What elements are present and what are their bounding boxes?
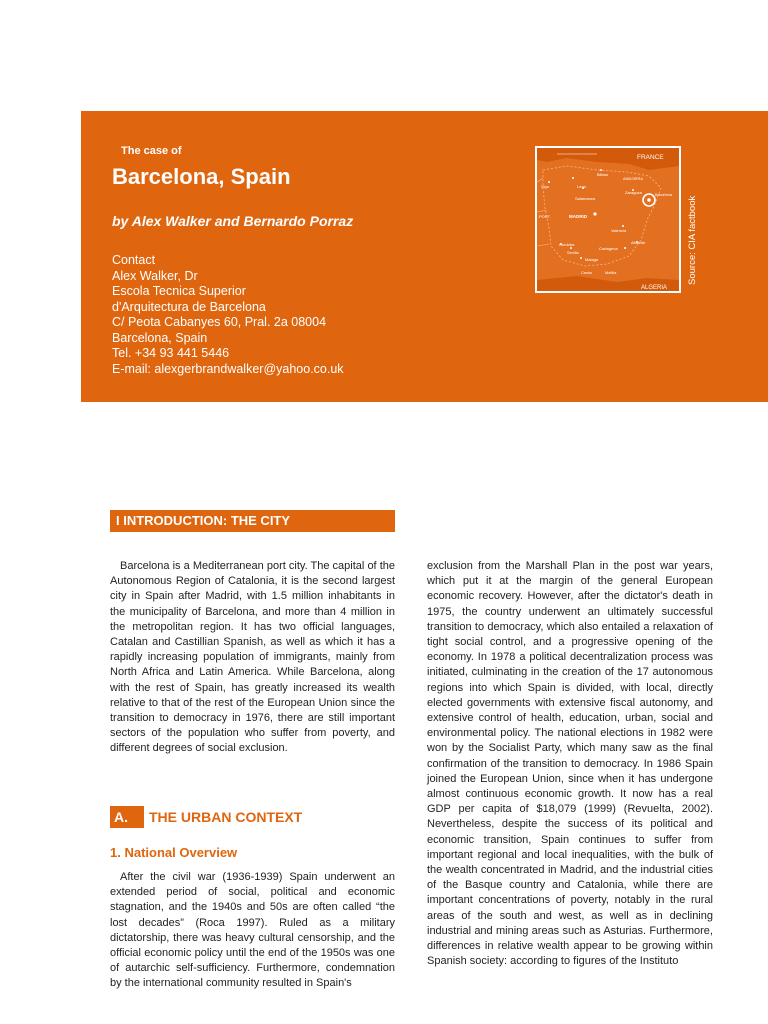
contact-block [112, 253, 344, 377]
contact-city: Barcelona, Spain [112, 330, 208, 345]
map-label-alicante: Alicante [631, 240, 646, 245]
map-label-valencia: Valencia [611, 228, 627, 233]
map-label-cordoba: Cordoba [559, 242, 575, 247]
map-label-sevilla: Sevilla [567, 250, 579, 255]
map-label-ceuta: Ceuta [581, 270, 592, 275]
right-column-paragraph: exclusion from the Marshall Plan in the post war years, which put it at the margin of the general European economic recovery. However, after the dictator's death in 1975, the country underwent an ultimately successful transition to democracy, which also entailed a relaxation of tight social control, and a progressive opening of the economy. In 1978 a political decentralization process was initiated, culminating in the creation of the 17 autonomous regions into which Spain is divided, with local, directly elected governments with extensive fiscal autonomy, and extensive control of health, education, urban, social and environmental policy. The national elections in 1982 were won by the Socialist Party, which many saw as the final confirmation of the transition to democracy. In 1986 Spain joined the European Union, since when it has undergone almost continuous economic growth. It now has a real GDP per capita of $18,079 (1999) (Revuelta, 2002). Nevertheless, despite the success of its political and economic transition, Spain continues to suffer from important regional and local inequalities, with the bulk of the wealth concentrated in Madrid, and the industrial cities of the Basque country and Catalonia, while there are important concentrations of poverty, notably in the rural areas of the south and west, as well as in declining industrial and mining areas such as Asturias. Furthermore, differences in relative wealth appear to be growing within Spanish society: according to figures of the Instituto [427, 560, 713, 968]
contact-institution: Escola Tecnica Superior [112, 284, 246, 298]
contact-name: Alex Walker, Dr [112, 268, 198, 283]
map-label-barcelona: Barcelona [655, 193, 673, 197]
map-label-vigo: Vigo [541, 184, 549, 189]
map-source-credit: Source: CIA factbook [687, 195, 698, 285]
spain-map [535, 146, 681, 293]
section-heading-introduction: I INTRODUCTION: THE CITY [110, 510, 395, 532]
map-label-port: PORT. [539, 214, 551, 219]
map-label-algeria: ALGERIA [641, 285, 668, 291]
spain-map-graphic [537, 148, 679, 291]
title-banner [81, 111, 768, 402]
contact-heading: Contact [112, 253, 156, 267]
national-overview-paragraph: After the civil war (1936-1939) Spain underwent an extended period of social, political and economic stagnation, and the 1940s and 50s are often called “the lost decades” (Roca 1997). Ruled as a military dictatorship, there was heavy cultural censorship, and the official economic policy until the end of the 1950s was one of autarchic self-sufficiency. Furthermore, condemnation by the international community resulted in Spain's [110, 871, 395, 990]
subsection-national-overview: 1. National Overview [110, 845, 238, 860]
intro-paragraph: Barcelona is a Mediterranean port city. The capital of the Autonomous Region of Catalonia, it is the second largest city in Spain after Madrid, with 1.5 million inhabitants in the municipality of Barcelona, and more than 4 million in the metropolitan region. It has two official languages, Catalan and Castillian Spanish, as well as which it has a rapidly increasing population of immigrants, mainly from North Africa and Latin America. While Barcelona, along with the rest of Spain, has greatly increased its wealth relative to that of the rest of the European Union since the transition to democracy in 1976, there are still important sectors of the population who suffer from poverty, and different degrees of social exclusion. [110, 560, 395, 755]
map-label-france: FRANCE [637, 154, 664, 161]
contact-institution-2: d'Arquitectura de Barcelona [112, 299, 266, 314]
map-label-zaragoza: Zaragoza [625, 190, 642, 195]
subsection-letter: A. [110, 806, 144, 828]
map-label-leon: Leon [577, 184, 586, 189]
map-label-madrid: MADRID [569, 214, 587, 219]
subsection-urban-context [110, 806, 302, 828]
case-kicker: The case of [121, 145, 182, 157]
map-label-salamanca: Salamanca [575, 196, 596, 201]
authors-line: by Alex Walker and Bernardo Porraz [112, 213, 354, 229]
map-label-melilla: Melilla [605, 270, 617, 275]
contact-phone: Tel. +34 93 441 5446 [112, 346, 230, 360]
map-label-cartagena: Cartagena [599, 246, 618, 251]
contact-email[interactable]: E-mail: alexgerbrandwalker@yahoo.co.uk [112, 361, 344, 376]
map-label-bilbao: Bilbao [597, 172, 609, 177]
subsection-label: THE URBAN CONTEXT [149, 809, 303, 825]
map-label-andorra: ANDORRA [623, 176, 644, 181]
contact-address: C/ Peota Cabanyes 60, Pral. 2a 08004 [112, 315, 327, 329]
map-label-malaga: Malaga [585, 257, 599, 262]
page-title: Barcelona, Spain [112, 164, 291, 189]
